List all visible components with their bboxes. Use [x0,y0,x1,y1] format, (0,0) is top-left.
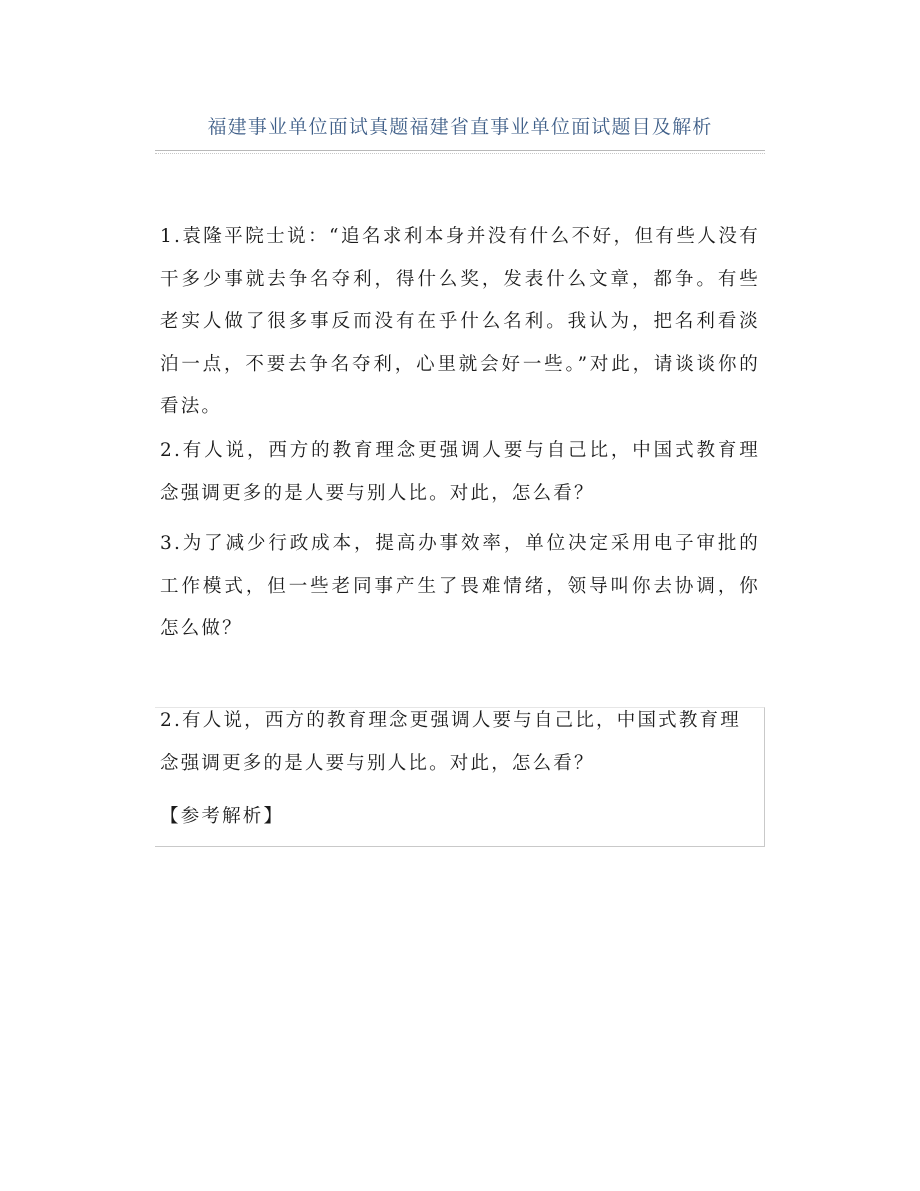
title-divider-dotted [155,153,765,154]
document-title: 福建事业单位面试真题福建省直事业单位面试题目及解析 [207,116,713,138]
analysis-label: 【参考解析】 [160,806,285,827]
question-1: 1.袁隆平院士说：“追名求利本身并没有什么不好，但有些人没有干多少事就去争名夺利，得什么奖，发表什么文章，都争。有些老实人做了很多事反而没有在乎什么名利。我认为，把名利看淡泊一点，不要去争名夺利，心里就会好一些。”对此，请谈谈你的看法。 [160,226,760,417]
question-2: 2.有人说，西方的教育理念更强调人要与自己比，中国式教育理念强调更多的是人要与别人比。对此，怎么看？ [160,440,760,504]
analysis-question: 2.有人说，西方的教育理念更强调人要与自己比，中国式教育理念强调更多的是人要与别人比。对此，怎么看？ [160,710,741,774]
question-3: 3.为了减少行政成本，提高办事效率，单位决定采用电子审批的工作模式，但一些老同事产生了畏难情绪，领导叫你去协调，你怎么做？ [160,533,760,639]
title-divider [155,150,765,151]
